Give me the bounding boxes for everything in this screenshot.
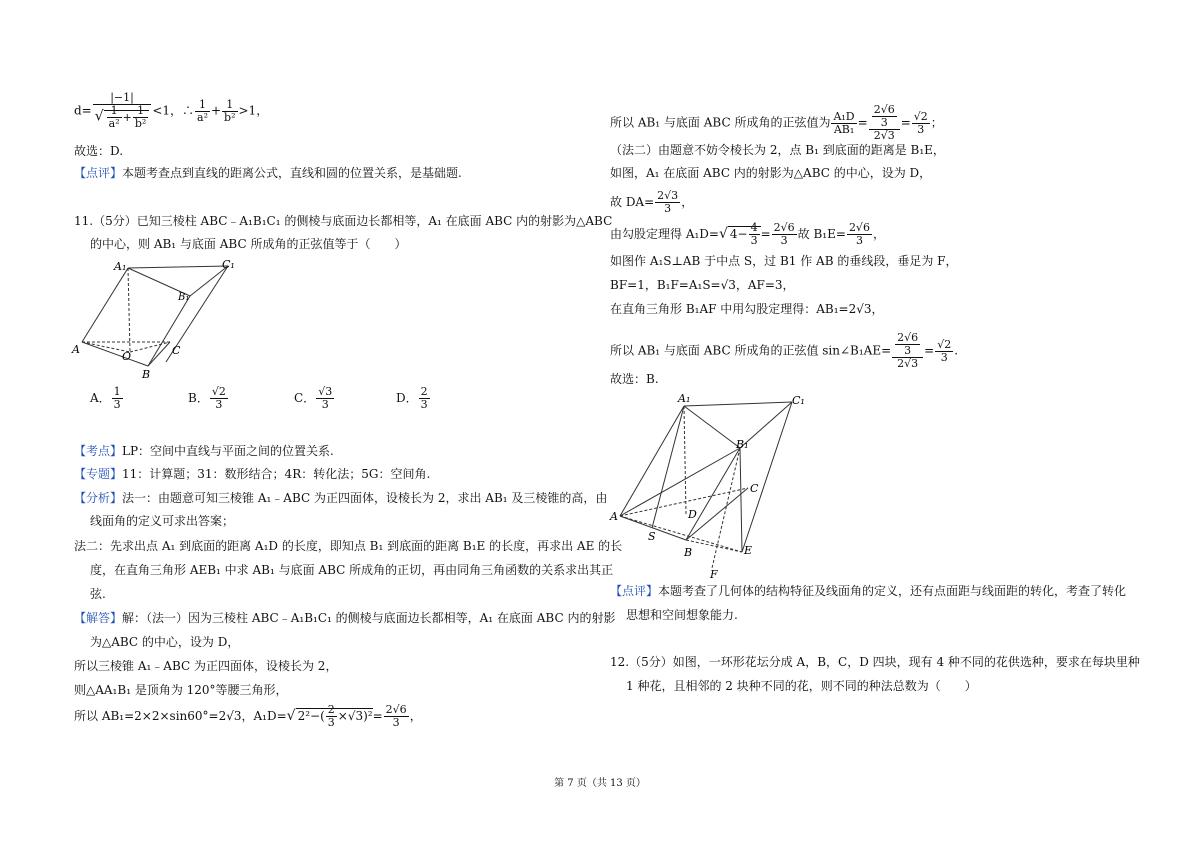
fenxi-5: 弦. [90, 587, 106, 601]
fig2-label-s: S [648, 530, 656, 543]
q11-line1: 11.（5分）已知三棱柱 ABC﹣A₁B₁C₁ 的侧棱与底面边长都相等，A₁ 在底面 ABC 内的射影为△ABC [74, 214, 613, 228]
r-line4: 故 DA= $\frac{2√3}{3}$ ， [610, 189, 694, 215]
jieda-4: 则△AA₁B₁ 是顶角为 120°等腰三角形， [74, 683, 288, 697]
prev-comment: 【点评】本题考查点到直线的距离公式，直线和圆的位置关系，是基础题. [74, 166, 462, 180]
fenxi-4: 度，在直角三角形 AEB₁ 中求 AB₁ 与底面 ABC 所成角的正切，再由同角三角函数的关系求出其正 [90, 563, 614, 577]
dianping-2: 思想和空间想象能力. [626, 608, 738, 622]
fenxi-1: 【分析】法一：由题意可知三棱锥 A₁﹣ABC 为正四面体，设棱长为 2，求出 AB₁ 及三棱锥的高，由 [74, 491, 608, 505]
fig2-label-a: A [610, 510, 618, 523]
r-line3: 如图，A₁ 在底面 ABC 内的射影为△ABC 的中心，设为 D， [610, 166, 932, 180]
option-b[interactable]: B． $\frac{√2}{3}$ [188, 385, 226, 411]
fig1-label-b: B [142, 368, 151, 381]
fig2-label-f: F [710, 568, 718, 580]
fig1-label-b1: B₁ [178, 292, 190, 303]
kaodian: 【考点】LP：空间中直线与平面之间的位置关系. [74, 444, 334, 458]
prev-formula: d= |−1| √ $\frac{1}{\text{a²}}$ + $\frac{1}{\text{b²}}$ <1，∴ $\frac{1}{\text{a²}}$ + $\frac{1}{\text{b²}}$ >1， [74, 91, 269, 130]
fig1-label-c1: C₁ [222, 258, 235, 271]
fenxi-2: 线面角的定义可求出答案； [90, 514, 235, 528]
r-line10: 故选：B. [610, 372, 659, 386]
page-footer: 第 7 页（共 13 页） [554, 778, 646, 789]
fig1-label-c: C [172, 344, 181, 357]
zhuanti: 【专题】11：计算题；31：数形结合；4R：转化法；5G：空间角. [74, 467, 431, 481]
jieda-2: 为△ABC 的中心，设为 D， [90, 635, 240, 649]
q12-line2: 1 种花，且相邻的 2 块种不同的花，则不同的种法总数为（ ） [626, 679, 977, 693]
option-c[interactable]: C． $\frac{√3}{3}$ [294, 385, 333, 411]
jieda-3: 所以三棱锥 A₁﹣ABC 为正四面体，设棱长为 2， [74, 659, 338, 673]
fig2-label-e: E [744, 544, 753, 557]
option-a[interactable]: A． $\frac{1}{3}$ [90, 385, 121, 411]
option-d[interactable]: D． $\frac{2}{3}$ [396, 385, 428, 411]
r-line5: 由勾股定理得 A₁D=√ 4− $\frac{4}{3}$ = $\frac{2√6}{3}$ 故 B₁E= $\frac{2√6}{3}$ ， [610, 221, 885, 247]
prev-result: 故选：D. [74, 144, 124, 158]
prism-figure [70, 254, 270, 384]
fig2-label-c: C [750, 482, 759, 495]
fenxi-3: 法二：先求出点 A₁ 到底面的距离 A₁D 的长度，即知点 B₁ 到底面的距离 B₁E 的长度，再求出 AE 的长 [74, 539, 623, 553]
q11-line2: 的中心，则 AB₁ 与底面 ABC 所成角的正弦值等于（ ） [90, 237, 407, 251]
dianping-1: 【点评】本题考查了几何体的结构特征及线面角的定义，还有点面距与线面距的转化，考查了转化 [610, 584, 1127, 598]
fig1-label-o: O [122, 350, 132, 363]
solution-figure [608, 390, 818, 580]
fig1-label-a: A [72, 343, 80, 356]
q12-line1: 12.（5分）如图，一环形花坛分成 A，B，C，D 四块，现有 4 种不同的花供选种，要求在每块里种 [610, 655, 1140, 669]
r-line6: 如图作 A₁S⊥AB 于中点 S，过 B1 作 AB 的垂线段，垂足为 F， [610, 254, 958, 268]
r-line7: BF=1，B₁F=A₁S=√3，AF=3， [610, 278, 795, 292]
fig2-label-b: B [684, 546, 693, 559]
fig2-label-b1: B₁ [736, 438, 749, 451]
fig1-label-a1: A₁ [114, 260, 127, 273]
r-line2: （法二）由题意不妨令棱长为 2，点 B₁ 到底面的距离是 B₁E， [610, 143, 945, 157]
fig2-label-d: D [688, 508, 697, 521]
fig2-label-a1: A₁ [678, 392, 691, 405]
fig2-label-c1: C₁ [792, 394, 805, 407]
jieda-5: 所以 AB₁=2×2×sin60°=2√3，A₁D=√ 2²−( $\frac{2}{3}$ ×√3)²= $\frac{2√6}{3}$ ， [74, 703, 422, 729]
jieda-1: 【解答】解：（法一）因为三棱柱 ABC﹣A₁B₁C₁ 的侧棱与底面边长都相等，A₁ 在底面 ABC 内的射影 [74, 611, 616, 625]
r-line8: 在直角三角形 B₁AF 中用勾股定理得：AB₁=2√3， [610, 302, 884, 316]
r-line9: 所以 AB₁ 与底面 ABC 所成角的正弦值 sin∠B₁AE= $\frac{\frac{2√6}{3}}{2√3}$ = $\frac{√2}{3}$ . [610, 331, 959, 370]
r-line1: 所以 AB₁ 与底面 ABC 所成角的正弦值为 $\frac{\text{A₁D}}{\text{AB₁}}$ = $\frac{\frac{2√6}{3}}{2√3}$ = $\frac{√2}{3}$ ； [610, 103, 943, 142]
